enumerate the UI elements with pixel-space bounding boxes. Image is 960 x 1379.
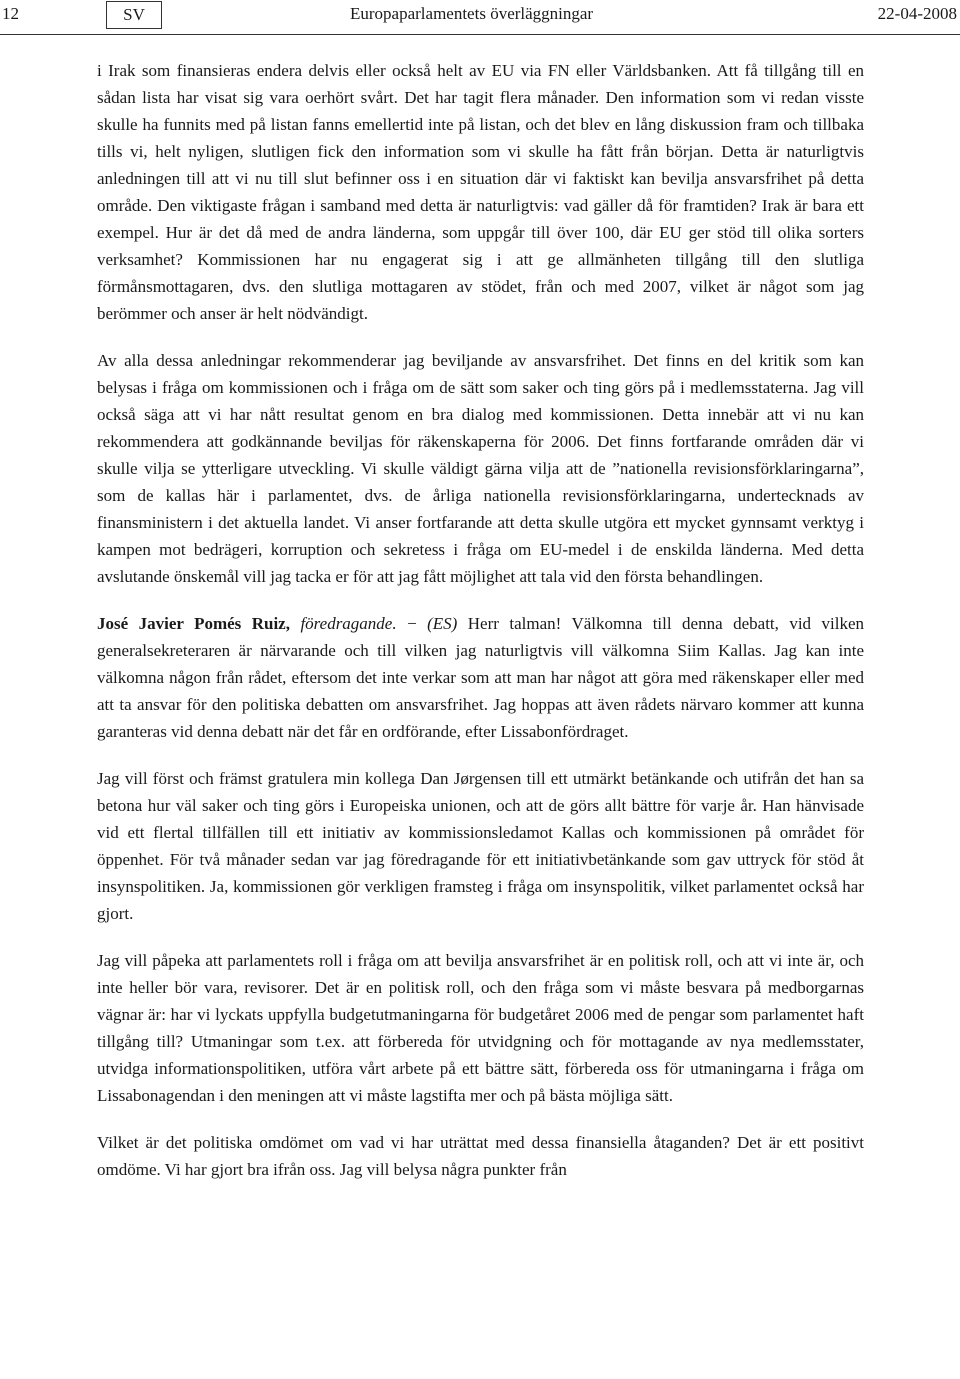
document-date: 22-04-2008 (877, 4, 957, 23)
document-title: Europaparlamentets överläggningar (350, 4, 594, 23)
page-header (0, 0, 960, 35)
document-body (97, 57, 864, 1203)
paragraph: Jag vill först och främst gratulera min kollega Dan Jørgensen till ett utmärkt betänkande och utifrån det han sa betona hur väl saker och ting görs i Europeiska unionen, och att de görs allt bättre för varje år. Han hänvisade vid ett flertal tillfällen till ett initiativ av kommissionsledamot Kallas och kommissionen på området för öppenhet. För två månader sedan var jag föredragande för ett initiativbetänkande som gav uttryck för stöd åt insynspolitiken. Ja, kommissionen gör verkligen framsteg i fråga om insynspolitik, vilket parlamentet också har gjort. (97, 769, 864, 923)
paragraph: Av alla dessa anledningar rekommenderar jag beviljande av ansvarsfrihet. Det finns en del kritik som kan belysas i fråga om kommissionen och i fråga om de sätt som saker och ting görs på i medlemsstaterna. Jag vill också säga att vi har nått resultat genom en bra dialog med kommissionen. Detta innebär att vi nu kan rekommendera att godkännande beviljas för räkenskaperna för 2006. Det finns fortfarande områden där vi skulle vilja se ytterligare utveckling. Vi skulle väldigt gärna vilja att de ”nationella revisionsförklaringarna”, som de kallas här i parlamentet, dvs. de årliga nationella revisionsförklaringarna, undertecknads av finansministern i det aktuella landet. Vi anser fortfarande att detta skulle utgöra ett mycket gynnsamt verktyg i kampen mot bedrägeri, korruption och sekretess i fråga om EU-medel i de enskilda länderna. Med detta avslutande önskemål vill jag tacka er för att jag fått möjlighet att tala vid den första behandlingen. (97, 351, 864, 586)
speech-opening-paragraph (97, 610, 864, 745)
speaker-role: föredragande. (300, 614, 397, 633)
paragraph: Jag vill påpeka att parlamentets roll i fråga om att bevilja ansvarsfrihet är en politisk roll, och att vi inte är, och inte heller bör vara, revisorer. Det är en politisk roll, och den fråga som vi måste besvara på medborgarnas vägnar är: har vi lyckats uppfylla budgetutmaningarna för budgetåret 2006 med de pengar som parlamentet haft tillgång till? Utmaningar som t.ex. att förbereda för utvidgning och för mottagande av nya medlemsstater, utvidga informationspolitiken, utföra vårt arbete på ett bättre sätt, förbereda oss för utmaningarna i fråga om Lissabonagendan i den meningen att vi måste lagstifta mer och på bästa möjliga sätt. (97, 951, 864, 1105)
speech-language-code: (ES) (427, 614, 458, 633)
page-number: 12 (2, 4, 19, 23)
paragraph: Vilket är det politiska omdömet om vad vi har uträttat med dessa finansiella åtaganden? Det är ett positivt omdöme. Vi har gjort bra ifrån oss. Jag vill belysa några punkter från (97, 1133, 864, 1179)
speaker-name: José Javier Pomés Ruiz, (97, 614, 290, 633)
speech-opening-text: Herr talman! Välkomna till denna debatt, vid vilken generalsekreteraren är närvarande och till vilken jag naturligtvis vill välkomna Siim Kallas. Jag kan inte välkomna någon från rådet, eftersom det inte verkar som att man har något att göra med räkenskaper eller med att ta ansvar för den politiska debatten om ansvarsfrihet. Jag hoppas att även rådets närvaro kommer att kunna garanteras vid denna debatt när det får en ordförande, efter Lissabonfördraget. (97, 614, 865, 741)
paragraph: i Irak som finansieras endera delvis eller också helt av EU via FN eller Världsbanken. Att få tillgång till en sådan lista har visat sig vara oerhört svårt. Det har tagit flera månader. Den information som vi redan visste skulle ha funnits med på listan fanns emellertid inte på listan, och det blev en lång diskussion fram och tillbaka tills vi, helt nyligen, slutligen fick den information som vi skulle ha fått från början. Detta är naturligtvis anledningen till att vi nu till slut befinner oss i en situation där vi faktiskt kan bevilja ansvarsfrihet på detta område. Den viktigaste frågan i samband med detta är naturligtvis: vad gäller då för framtiden? Irak är bara ett exempel. Hur är det då med de andra länderna, som uppgår till över 100, där EU ger stöd till olika sorters verksamhet? Kommissionen har nu engagerat sig i att ge allmänheten tillgång till den slutliga förmånsmottagaren, dvs. den slutliga mottagaren av stödet, från och med 2007, vilket är något som jag berömmer och anser är helt nödvändigt. (97, 61, 864, 323)
language-badge: SV (106, 1, 162, 29)
speech-dash: − (407, 614, 417, 633)
